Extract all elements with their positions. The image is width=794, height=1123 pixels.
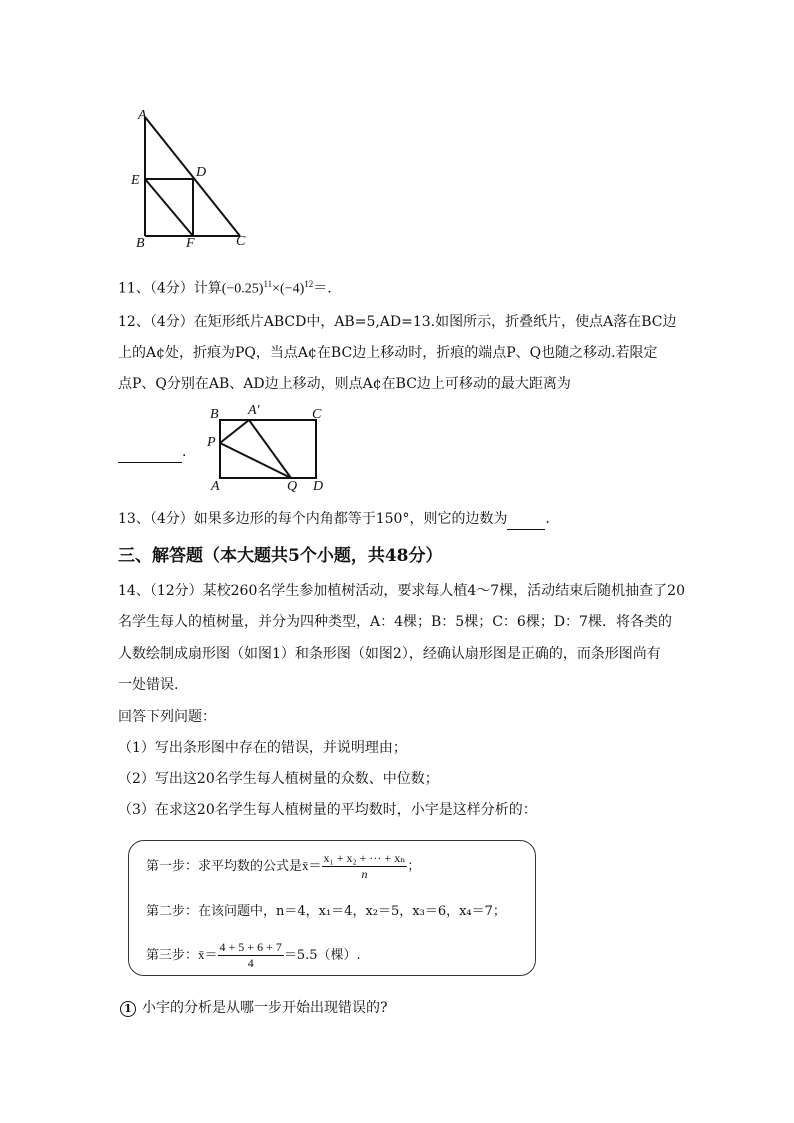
q13-text: 13、（4分）如果多边形的每个内角都等于150°，则它的边数为 — [118, 511, 508, 527]
label-P: P — [207, 435, 216, 450]
question-12-line2: 上的A¢处，折痕为PQ，当点A¢在BC边上移动时，折痕的端点P、Q也随之移动.若限定 — [118, 345, 658, 361]
label-A: A — [138, 108, 147, 123]
step3-end: ＝5.5（棵）. — [283, 948, 361, 963]
question-14-line2: 名学生每人的植树量，并分为四种类型，A：4棵；B：5棵；C：6棵；D：7棵．将各类的 — [118, 614, 672, 630]
question-13 — [118, 509, 550, 530]
segment-EF — [145, 179, 193, 236]
question-14-sub3: （3）在求这20名学生每人植树量的平均数时，小宇是这样分析的： — [118, 802, 537, 818]
q13-blank-line — [507, 509, 545, 530]
section-3-title: 三、解答题（本大题共5个小题，共48分） — [118, 546, 443, 566]
question-12-line1: 12、（4分）在矩形纸片ABCD中，AB=5,AD=13.如图所示，折叠纸片，使点A落在BC边 — [118, 314, 677, 330]
question-14-sub2: （2）写出这20名学生每人植树量的众数、中位数； — [118, 771, 439, 787]
step1-numerator: x₁ + x₂ + ··· + xₙ — [323, 851, 406, 865]
question-14-line1: 14、（12分）某校260名学生参加植树活动，要求每人植4～7棵，活动结束后随机抽查了20 — [118, 583, 685, 599]
question-11 — [118, 274, 332, 300]
segment-PQ — [220, 443, 291, 478]
question-14-part1 — [120, 998, 388, 1018]
segment-A-prime-Q — [249, 420, 291, 478]
question-14-line4: 一处错误. — [118, 677, 179, 693]
q11-prefix: 11、（4分）计算 — [118, 280, 222, 297]
label-C: C — [236, 234, 246, 249]
box-step3 — [146, 940, 361, 971]
step1-end: ； — [407, 859, 421, 874]
step1-fraction — [322, 851, 408, 882]
q12-answer-blank — [118, 442, 186, 463]
label-B: B — [136, 236, 145, 251]
step3-fraction — [218, 940, 284, 971]
box-step1 — [146, 851, 420, 882]
q11-exp2: 12 — [304, 279, 314, 289]
step1-lhs: x̄＝ — [302, 858, 322, 873]
label-A2: A — [211, 479, 220, 494]
label-D: D — [196, 165, 207, 180]
step1-prefix: 第一步：求平均数的公式是 — [146, 859, 303, 874]
label-E: E — [131, 173, 140, 188]
segment-PA-prime — [220, 420, 249, 443]
label-D2: D — [313, 479, 324, 494]
label-C2: C — [312, 407, 322, 422]
question-12-line3: 点P、Q分别在AB、AD边上移动，则点A¢在BC边上可移动的最大距离为 — [118, 376, 571, 392]
q12-end: . — [182, 444, 187, 460]
step3-lhs: x̄＝ — [198, 947, 218, 962]
step3-denominator: 4 — [247, 956, 254, 970]
label-Q: Q — [287, 479, 298, 494]
step3-numerator: 4 + 5 + 6 + 7 — [219, 940, 282, 954]
question-14-prompt: 回答下列问题： — [118, 709, 216, 725]
label-F: F — [186, 236, 195, 251]
part1-text: 小宇的分析是从哪一步开始出现错误的? — [142, 1000, 388, 1016]
question-14-sub1: （1）写出条形图中存在的错误，并说明理由； — [118, 740, 407, 756]
label-A-prime: A' — [248, 403, 260, 418]
figure-triangle — [125, 105, 255, 255]
box-step2: 第二步：在该问题中，n＝4，x₁＝4，x₂＝5，x₃＝6，x₄＝7； — [146, 904, 506, 919]
q13-end: . — [545, 511, 550, 527]
q11-base1: (−0.25) — [221, 281, 264, 297]
q11-exp1: 11 — [263, 279, 273, 289]
step3-prefix: 第三步： — [146, 948, 199, 963]
q11-base2: (−4) — [280, 281, 305, 297]
label-B2: B — [210, 407, 219, 422]
step1-denominator: n — [361, 867, 368, 881]
q11-times: × — [272, 281, 281, 297]
q12-blank-line — [118, 442, 182, 463]
q11-suffix: ＝. — [313, 280, 332, 297]
question-14-line3: 人数绘制成扇形图（如图1）和条形图（如图2），经确认扇形图是正确的，而条形图尚有 — [118, 646, 661, 662]
circled-number: 1 — [120, 1001, 136, 1017]
